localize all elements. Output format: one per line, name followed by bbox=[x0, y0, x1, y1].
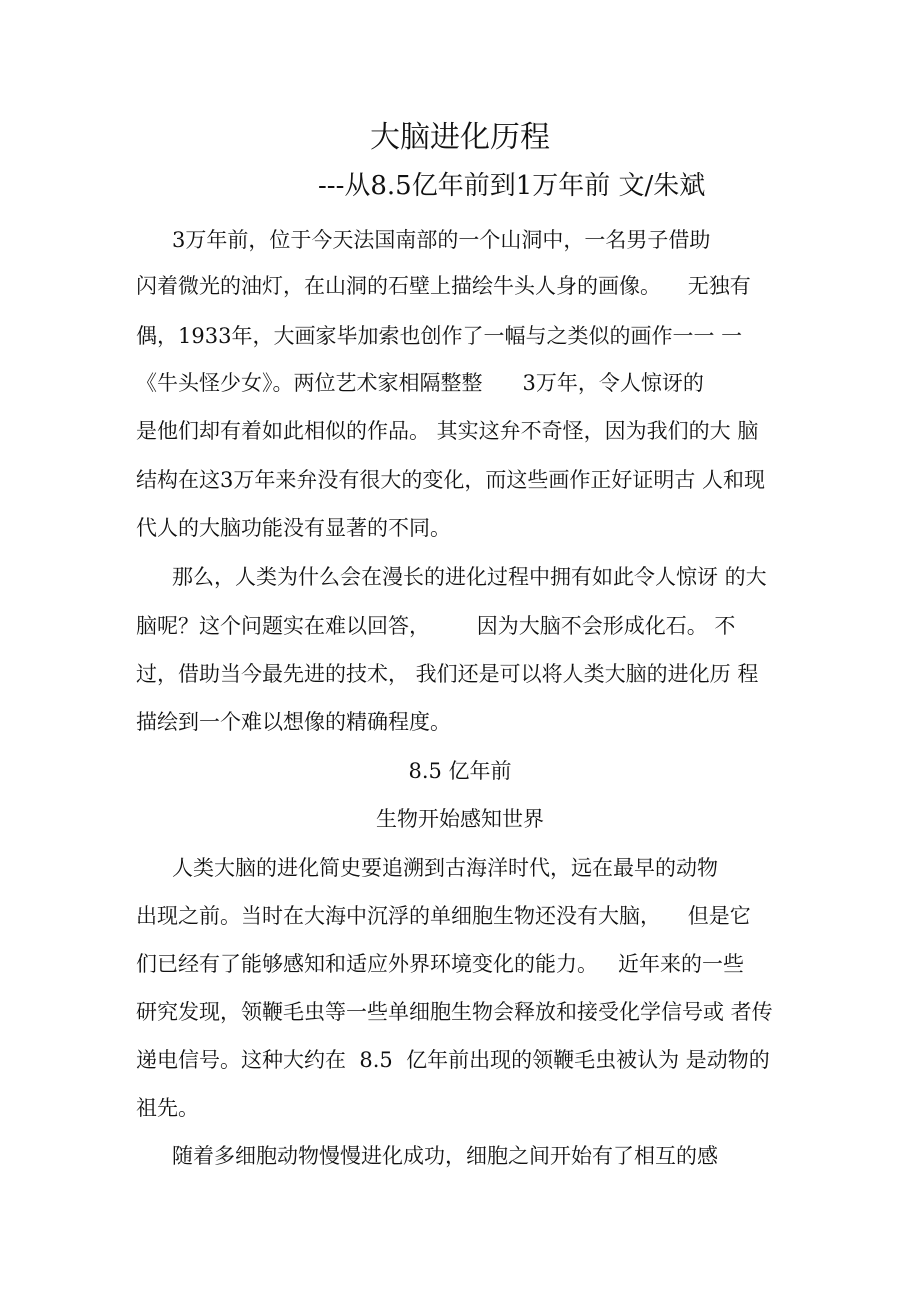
paragraph-1-line-6: 结构在这3万年来弁没有很大的变化，而这些画作正好证明古 人和现 bbox=[136, 468, 766, 492]
paragraph-1-line-1: 3万年前，位于今天法国南部的一个山洞中，一名男子借助 bbox=[172, 228, 711, 252]
paragraph-3-line-3: 们已经有了能够感知和适应外界环境变化的能力。 近年来的一些 bbox=[136, 952, 745, 976]
section-subheading: 生物开始感知世界 bbox=[376, 807, 544, 831]
paragraph-1-line-4: 《牛头怪少女》。两位艺术家相隔整整 3万年，令人惊讶的 bbox=[136, 371, 704, 395]
paragraph-1-line-3: 偶，1933年，大画家毕加索也创作了一幅与之类似的画作一一 一 bbox=[136, 324, 743, 348]
paragraph-1-line-5: 是他们却有着如此相似的作品。 其实这弁不奇怪，因为我们的大 脑 bbox=[136, 419, 759, 443]
paragraph-3-line-5: 递电信号。这种大约在 8.5 亿年前出现的领鞭毛虫被认为 是动物的 bbox=[136, 1048, 770, 1072]
paragraph-3-line-1: 人类大脑的进化简史要追溯到古海洋时代，远在最早的动物 bbox=[172, 856, 718, 880]
paragraph-2-line-4: 描绘到一个难以想像的精确程度。 bbox=[136, 710, 451, 734]
paragraph-3-line-6: 祖先。 bbox=[136, 1096, 199, 1120]
paragraph-3-line-4: 研究发现，领鞭毛虫等一些单细胞生物会释放和接受化学信号或 者传 bbox=[136, 1000, 773, 1024]
document-subtitle: ---从8.5亿年前到1万年前 文/朱斌 bbox=[318, 171, 706, 201]
paragraph-1-line-7: 代人的大脑功能没有显著的不同。 bbox=[136, 516, 451, 540]
paragraph-3-line-2: 出现之前。当时在大海中沉浮的单细胞生物还没有大脑， 但是它 bbox=[136, 904, 751, 928]
section-heading: 8.5 亿年前 bbox=[408, 759, 512, 783]
document-title: 大脑进化历程 bbox=[370, 120, 550, 155]
paragraph-1-line-2: 闪着微光的油灯，在山洞的石壁上描绘牛头人身的画像。 无独有 bbox=[136, 274, 751, 298]
paragraph-4-line-1: 随着多细胞动物慢慢进化成功，细胞之间开始有了相互的感 bbox=[172, 1144, 718, 1168]
paragraph-2-line-1: 那么，人类为什么会在漫长的进化过程中拥有如此令人惊讶 的大 bbox=[172, 565, 767, 589]
paragraph-2-line-3: 过，借助当今最先进的技术， 我们还是可以将人类大脑的进化历 程 bbox=[136, 662, 759, 686]
paragraph-2-line-2: 脑呢？这个问题实在难以回答， 因为大脑不会形成化石。 不 bbox=[136, 614, 736, 638]
